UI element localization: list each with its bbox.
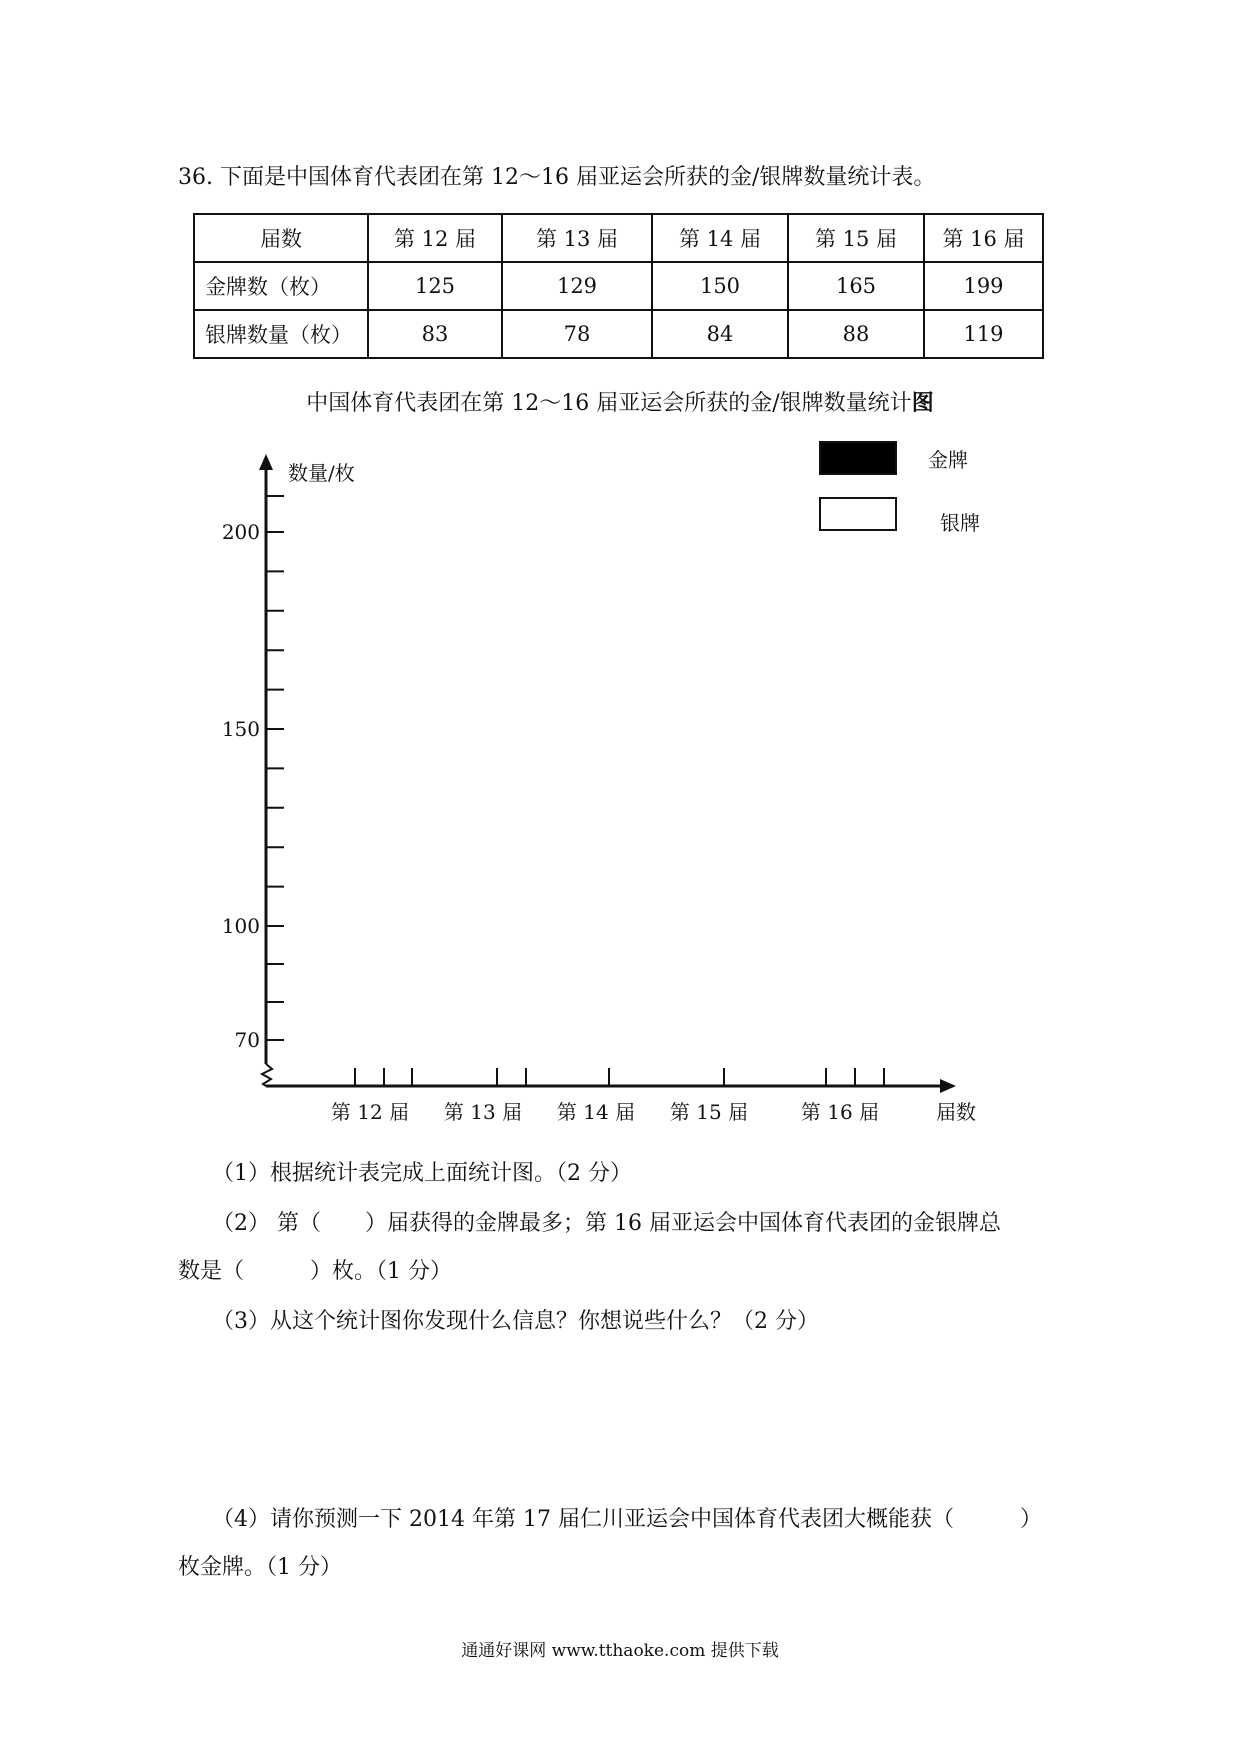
y-tick-label: 70	[234, 1028, 260, 1052]
medal-stats-table	[193, 213, 1044, 359]
table-header-cell: 第 16 届	[924, 214, 1043, 262]
x-tick-label: 第 13 届	[443, 1100, 523, 1124]
table-cell: 125	[368, 262, 502, 310]
table-cell: 84	[652, 310, 788, 358]
x-tick-label: 第 15 届	[669, 1100, 749, 1124]
table-cell: 88	[788, 310, 924, 358]
x-axis	[266, 1068, 976, 1124]
y-tick-label: 200	[221, 520, 260, 544]
legend-label: 银牌	[940, 511, 980, 535]
x-tick-label: 第 14 届	[556, 1100, 636, 1124]
table-cell: 199	[924, 262, 1043, 310]
table-row-gold	[194, 262, 1043, 310]
chart-title-main: 中国体育代表团在第 12～16 届亚运会所获的金/银牌数量统计	[306, 391, 912, 416]
table-row-label: 银牌数量（枚）	[194, 310, 368, 358]
table-header-cell: 第 15 届	[788, 214, 924, 262]
question-2-line1: （2） 第（ ）届获得的金牌最多；第 16 届亚运会中国体育代表团的金银牌总	[212, 1211, 1001, 1236]
table-row-label: 金牌数（枚）	[194, 262, 368, 310]
table-row-silver	[194, 310, 1043, 358]
table-header-cell: 第 13 届	[502, 214, 652, 262]
question-4-line1: （4）请你预测一下 2014 年第 17 届仁川亚运会中国体育代表团大概能获（ ）	[212, 1507, 1042, 1532]
question-3: （3）从这个统计图你发现什么信息？你想说些什么？（2 分）	[212, 1309, 819, 1334]
y-axis	[222, 454, 355, 1086]
chart-title-end: 图	[911, 390, 934, 416]
chart-title	[0, 386, 1240, 417]
table-cell: 165	[788, 262, 924, 310]
y-tick-label: 150	[221, 717, 260, 741]
table-cell: 119	[924, 310, 1043, 358]
legend-swatch-gold	[820, 442, 896, 474]
y-tick-label: 100	[221, 914, 260, 938]
x-axis-label: 届数	[936, 1100, 976, 1124]
legend-label: 金牌	[928, 448, 968, 472]
medal-bar-chart	[0, 440, 1240, 1140]
table-header-row	[194, 214, 1043, 262]
x-tick-label: 第 16 届	[800, 1100, 880, 1124]
table-cell: 83	[368, 310, 502, 358]
legend-swatch-silver	[820, 498, 896, 530]
y-axis-label: 数量/枚	[288, 461, 355, 485]
y-axis-arrow	[259, 454, 273, 470]
table-header-cell: 第 14 届	[652, 214, 788, 262]
question-4-line2: 枚金牌。（1 分）	[178, 1555, 342, 1580]
question-1: （1）根据统计表完成上面统计图。（2 分）	[212, 1161, 632, 1186]
footer-credit: 通通好课网 www.tthaoke.com 提供下载	[461, 1641, 779, 1661]
x-axis-arrow	[940, 1079, 956, 1093]
x-tick-label: 第 12 届	[330, 1100, 410, 1124]
table-cell: 129	[502, 262, 652, 310]
table-header-cell: 届数	[194, 214, 368, 262]
table-cell: 150	[652, 262, 788, 310]
y-axis-break	[262, 1064, 272, 1086]
question-title: 36. 下面是中国体育代表团在第 12～16 届亚运会所获的金/银牌数量统计表。	[178, 165, 936, 190]
question-2-line2: 数是（ ）枚。（1 分）	[178, 1259, 452, 1284]
chart-legend	[820, 442, 980, 535]
table-cell: 78	[502, 310, 652, 358]
table-header-cell: 第 12 届	[368, 214, 502, 262]
